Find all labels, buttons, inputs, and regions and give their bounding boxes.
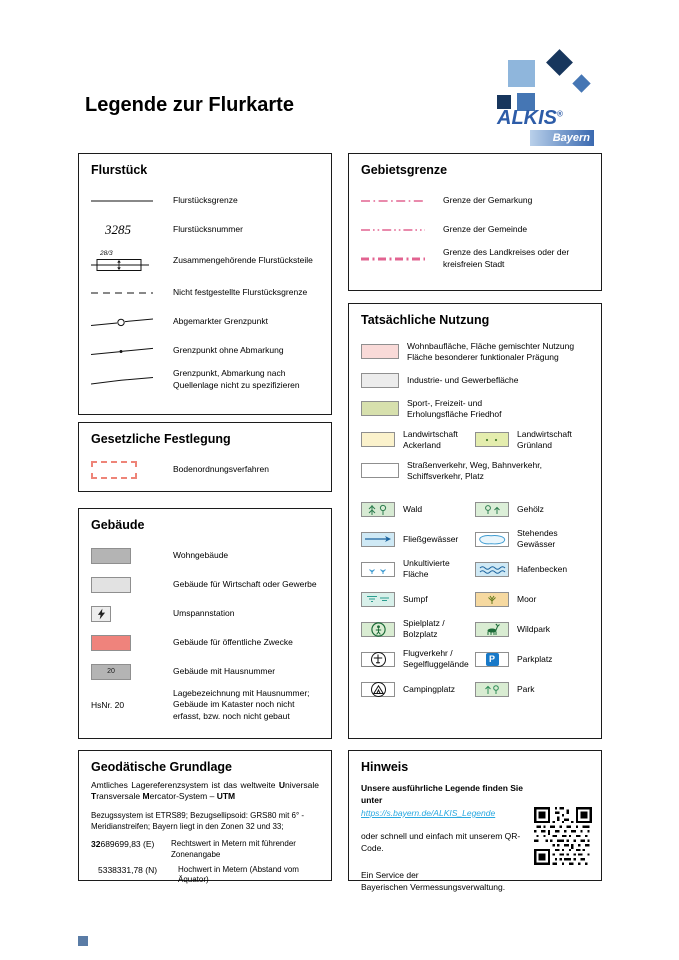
cell-park: [475, 674, 589, 704]
flurstueck-title: Flurstück: [91, 163, 148, 177]
cell-sumpf: [361, 584, 475, 614]
line-dot-icon: [91, 343, 153, 359]
logo-diamond-dark-icon: [546, 49, 573, 76]
shrub-icon: [483, 503, 501, 515]
gebietsgrenze-title: Gebietsgrenze: [361, 163, 448, 177]
flurstuecksnummer-label: Flurstücksnummer: [173, 223, 243, 234]
waves-icon: [478, 564, 506, 575]
wildpark-label: Wildpark: [517, 623, 551, 634]
lightning-icon: [97, 608, 106, 620]
bodenordnung-symbol: [91, 461, 173, 479]
row-wohnbauflaeche: [361, 336, 589, 367]
industrie-swatch: [361, 373, 399, 388]
cell-hafenbecken: [475, 554, 589, 584]
deer-icon: [484, 622, 501, 636]
tent-icon: [371, 682, 386, 697]
hinweis-service-line2: Bayerischen Vermessungsverwaltung.: [361, 882, 506, 893]
row-grenze-gemeinde: [361, 215, 589, 244]
row-industrie: [361, 367, 589, 393]
hinweis-title: Hinweis: [361, 760, 409, 774]
hsnr-text: HsNr. 20: [91, 700, 125, 710]
gruenland-dots-icon: [484, 437, 500, 443]
parking-icon: P: [486, 653, 499, 666]
gemeinde-symbol: [361, 226, 443, 234]
row-flurstuecksnummer: [91, 215, 319, 244]
bodenordnung-label: Bodenordnungsverfahren: [173, 463, 269, 474]
row-landwirtschaft: [361, 424, 589, 455]
sumpf-label: Sumpf: [403, 593, 428, 604]
umspannstation-label: Umspannstation: [173, 607, 235, 618]
row-nicht-festgestellte-grenze: [91, 278, 319, 307]
zusammengehoerende-symbol: [91, 247, 173, 275]
cell-gehoelz: [475, 494, 589, 524]
wildpark-swatch: [475, 622, 509, 637]
spielplatz-swatch: [361, 622, 395, 637]
coord-north-number: 5338331,78 (N): [98, 865, 158, 876]
park-trees-icon: [483, 683, 501, 695]
row-lagebezeichnung: [91, 686, 319, 724]
section-geodaetische-grundlage: [78, 750, 332, 885]
section-gebietsgrenze: [348, 153, 602, 291]
geo-paragraph-bezugssystem: Bezugssystem ist ETRS89; Bezugsellipsoid: GRS80 mit 6° - Meridianstreifen; Bayern liegt in den Zonen 32 und 33;: [91, 810, 305, 832]
cell-gruenland: [475, 424, 589, 455]
gehoelz-swatch: [475, 502, 509, 517]
grenzpunkt-ohne-abmarkung-label: Grenzpunkt ohne Abmarkung: [173, 344, 284, 355]
moor-label: Moor: [517, 593, 537, 604]
nutzung-title: Tatsächliche Nutzung: [361, 313, 490, 327]
row-bodenordnungsverfahren: [91, 455, 319, 484]
moor-tuft-icon: [485, 593, 499, 605]
wohngebaeude-swatch: [91, 548, 131, 564]
stehendes-gewaesser-swatch: [475, 532, 509, 547]
cell-flugverkehr: [361, 644, 475, 674]
park-swatch: [475, 682, 509, 697]
hausnummer-swatch: [91, 664, 131, 680]
hausnummer-text: 20: [107, 668, 115, 675]
gruenland-label: Landwirtschaft Grünland: [517, 428, 572, 450]
logo-wordmark: [497, 107, 563, 130]
logo-square-light-icon: [508, 60, 535, 87]
qr-code: [534, 807, 592, 865]
geodaetische-grundlage-title: Geodätische Grundlage: [91, 760, 233, 774]
hinweis-text: [361, 783, 523, 894]
oeffentliche-zwecke-swatch: [91, 635, 131, 651]
trees-icon: [367, 503, 389, 516]
fliessgewaesser-label: Fließgewässer: [403, 533, 459, 544]
gesetzliche-festlegung-title: Gesetzliche Festlegung: [91, 432, 231, 446]
section-hinweis: [348, 750, 602, 893]
tufts-icon: [365, 563, 391, 575]
coord-east-value: [91, 839, 171, 860]
coord-east-label: Rechtswert in Metern mit führender Zonenangabe: [171, 839, 296, 859]
coord-zone: 32: [91, 839, 101, 850]
row-grenze-landkreis: [361, 244, 589, 273]
bent-line-icon: [91, 372, 153, 388]
coord-row-east: [91, 839, 319, 860]
ackerland-label: Landwirtschaft Ackerland: [403, 428, 458, 450]
geo-paragraph-utm: Amtliches Lagereferenzsystem ist das weltweite Universale Transversale Mercator-System – UTM: [91, 780, 319, 802]
wohnbau-label: Wohnbaufläche, Fläche gemischter Nutzung Fläche besonderer funktionaler Prägung: [407, 340, 575, 362]
cell-fliessgewaesser: [361, 524, 475, 554]
row-umspannstation: [91, 599, 319, 628]
parcel-parts-icon: [91, 247, 149, 275]
flurstuecksgrenze-symbol: [91, 197, 173, 205]
section-tatsaechliche-nutzung: [348, 303, 602, 739]
gemeinde-label: Grenze der Gemeinde: [443, 223, 528, 234]
section-gebaeude: [78, 508, 332, 739]
section-flurstueck: [78, 153, 332, 415]
coord-row-north: [91, 865, 319, 886]
zusammengehoerende-label: Zusammengehörende Flurstücksteile: [173, 255, 313, 266]
dashed-red-rect-icon: [91, 461, 137, 479]
moor-swatch: [475, 592, 509, 607]
hinweis-body: oder schnell und einfach mit unserem QR-Code.: [361, 830, 521, 853]
parcel-part-number: 28/3: [100, 250, 113, 257]
parcel-number-text: 3285: [105, 221, 131, 237]
nicht-festgestellt-symbol: [91, 289, 173, 297]
hafenbecken-swatch: [475, 562, 509, 577]
dashed-line-icon: [91, 289, 153, 297]
unkultiviert-swatch: [361, 562, 395, 577]
row-strassenverkehr: [361, 455, 589, 486]
gebaeude-hausnummer-label: Gebäude mit Hausnummer: [173, 665, 276, 676]
row-sport-friedhof: [361, 393, 589, 424]
cell-campingplatz: [361, 674, 475, 704]
sumpf-swatch: [361, 592, 395, 607]
fliessgewaesser-swatch: [361, 532, 395, 547]
cell-parkplatz: [475, 644, 589, 674]
grenzpunkt-quellenlage-symbol: [91, 372, 173, 388]
dash-dot-dot-line-icon: [361, 226, 425, 234]
alkis-bayern-logo: [494, 50, 600, 148]
umspannstation-swatch: [91, 606, 111, 622]
wohngebaeude-label: Wohngebäude: [173, 549, 229, 560]
hinweis-intro: Unsere ausführliche Legende finden Sie unter: [361, 783, 524, 805]
wohnbau-swatch: [361, 344, 399, 359]
registered-mark: ®: [557, 109, 563, 119]
landkreis-label: Grenze des Landkreises oder der kreisfreien Stadt: [443, 247, 570, 269]
logo-diamond-mid-icon: [572, 74, 590, 92]
coord-north-label: Hochwert in Metern (Abstand vom Äquator): [178, 865, 299, 885]
grenzpunkt-quellenlage-label: Grenzpunkt, Abmarkung nach Quellenlage nicht zu spezifizieren: [173, 368, 300, 390]
airplane-icon: [371, 652, 386, 667]
sport-label: Sport-, Freizeit- und Erholungsfläche Friedhof: [407, 397, 502, 419]
row-gebaeude-hausnummer: [91, 657, 319, 686]
flow-arrow-icon: [364, 535, 392, 543]
row-oeffentliche-zwecke: [91, 628, 319, 657]
cell-wildpark: [475, 614, 589, 644]
cell-moor: [475, 584, 589, 614]
parkplatz-label: Parkplatz: [517, 653, 553, 664]
nutzung-symbol-grid: [361, 494, 589, 704]
hafenbecken-label: Hafenbecken: [517, 563, 568, 574]
wirtschaftsgebaeude-label: Gebäude für Wirtschaft oder Gewerbe: [173, 578, 317, 589]
cell-ackerland: [361, 424, 475, 455]
pond-icon: [477, 533, 507, 546]
park-label: Park: [517, 683, 535, 694]
marsh-lines-icon: [365, 593, 391, 605]
nicht-festgestellt-label: Nicht festgestellte Flurstücksgrenze: [173, 286, 308, 297]
row-flurstuecksgrenze: [91, 186, 319, 215]
ackerland-swatch: [361, 432, 395, 447]
cell-unkultivierte-flaeche: [361, 554, 475, 584]
row-zusammengehoerende-teile: [91, 244, 319, 278]
industrie-label: Industrie- und Gewerbefläche: [407, 374, 519, 385]
gemarkung-symbol: [361, 197, 443, 205]
solid-line-icon: [91, 197, 153, 205]
wald-swatch: [361, 502, 395, 517]
row-grenze-gemarkung: [361, 186, 589, 215]
unkultiviert-label: Unkultivierte Fläche: [403, 558, 450, 579]
playground-figure-icon: [371, 622, 386, 637]
parkplatz-swatch: [475, 652, 509, 667]
wald-label: Wald: [403, 503, 423, 514]
camping-swatch: [361, 682, 395, 697]
flurstuecksnummer-symbol: [91, 222, 173, 238]
flugverkehr-label: Flugverkehr / Segelfluggelände: [403, 648, 469, 669]
cell-spielplatz: [361, 614, 475, 644]
line-open-circle-icon: [91, 314, 153, 330]
legend-url-link[interactable]: https://s.bayern.de/ALKIS_Legende: [361, 807, 496, 818]
gehoelz-label: Gehölz: [517, 503, 544, 514]
coord-north-value: [91, 865, 178, 886]
sport-swatch: [361, 401, 399, 416]
hinweis-service-line1: Ein Service der: [361, 870, 419, 881]
gebaeude-title: Gebäude: [91, 518, 145, 532]
row-wohngebaeude: [91, 541, 319, 570]
row-grenzpunkt-quellenlage: [91, 365, 319, 394]
flurstuecksgrenze-label: Flurstücksgrenze: [173, 194, 238, 205]
camping-label: Campingplatz: [403, 683, 455, 694]
spielplatz-label: Spielplatz / Bolzplatz: [403, 618, 445, 639]
cell-stehendes-gewaesser: [475, 524, 589, 554]
flugverkehr-swatch: [361, 652, 395, 667]
abgemarkter-grenzpunkt-symbol: [91, 314, 173, 330]
section-gesetzliche-festlegung: [78, 422, 332, 492]
stehendes-gewaesser-label: Stehendes Gewässer: [517, 528, 558, 549]
coord-east-number: 689699,83 (E): [100, 839, 155, 850]
verkehr-swatch: [361, 463, 399, 478]
row-abgemarkter-grenzpunkt: [91, 307, 319, 336]
bold-dash-dot-line-icon: [361, 254, 425, 264]
wirtschaftsgebaeude-swatch: [91, 577, 131, 593]
page-title: Legende zur Flurkarte: [85, 94, 294, 116]
logo-region-bar: Bayern: [530, 130, 594, 146]
lagebezeichnung-label: Lagebezeichnung mit Hausnummer; Gebäude im Kataster noch nicht erfasst, bzw. noch nicht gebaut: [173, 688, 310, 721]
row-wirtschaftsgebaeude: [91, 570, 319, 599]
verkehr-label: Straßenverkehr, Weg, Bahnverkehr, Schiffsverkehr, Platz: [407, 459, 542, 481]
grenzpunkt-ohne-abmarkung-symbol: [91, 343, 173, 359]
row-grenzpunkt-ohne-abmarkung: [91, 336, 319, 365]
cell-wald: [361, 494, 475, 524]
abgemarkter-grenzpunkt-label: Abgemarkter Grenzpunkt: [173, 315, 268, 326]
landkreis-symbol: [361, 254, 443, 264]
print-mark: [78, 936, 88, 946]
dash-dot-line-icon: [361, 197, 425, 205]
gruenland-swatch: [475, 432, 509, 447]
gemarkung-label: Grenze der Gemarkung: [443, 194, 533, 205]
logo-name: ALKIS: [497, 107, 557, 129]
oeffentliche-zwecke-label: Gebäude für öffentliche Zwecke: [173, 636, 293, 647]
